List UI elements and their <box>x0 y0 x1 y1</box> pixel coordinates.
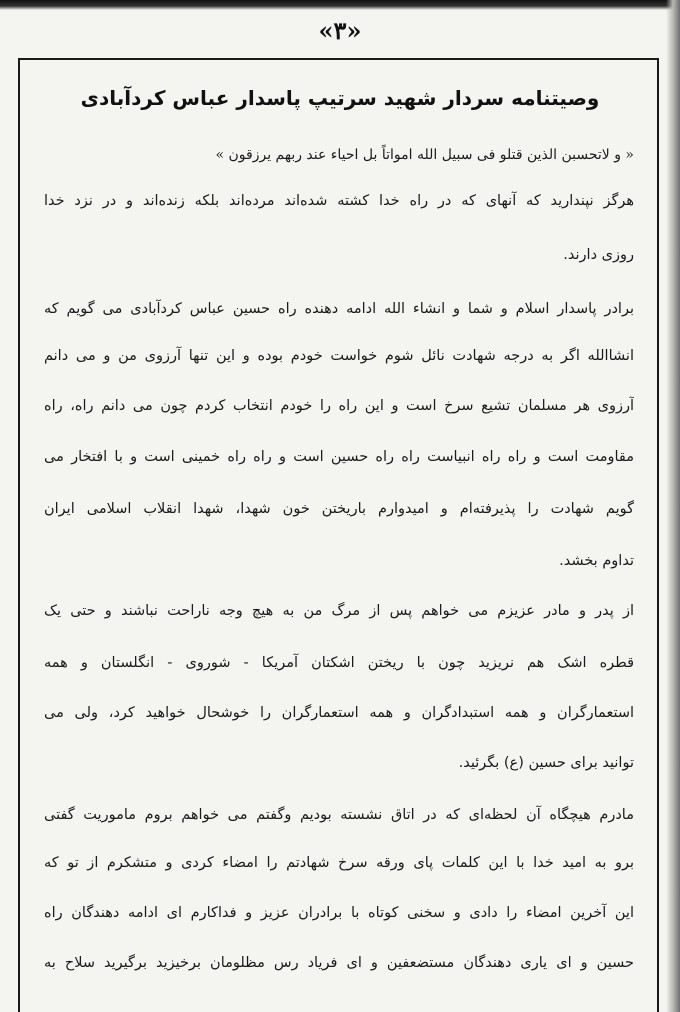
text-line: مادرم هیچگاه آن لحظه‌ای که در اتاق نشسته بودیم وگفتم می خواهم بروم ماموریت گفتی <box>44 807 634 823</box>
text-line: روزی دارند. <box>563 247 634 263</box>
page-title: وصیتنامه سردار شهید سرتیپ پاسدار عباس کردآبادی <box>80 86 600 110</box>
quran-verse: « و لاتحسبن الذین قتلو فی سبیل الله امواتاً بل احیاء عند ربهم یرزقون » <box>215 147 634 163</box>
text-line: این آخرین امضاء را دادی و سخنی کوتاه با برادران عزیز و فداکارم ای ادامه دهندگان راه <box>44 905 634 921</box>
page-number: «۳» <box>318 16 362 45</box>
text-line: از پدر و مادر عزیزم می خواهم پس از مرگ من به هیچ وجه ناراحت نباشند و حتی یک <box>44 603 634 619</box>
text-line: گویم شهادت را پذیرفته‌ام و امیدوارم باریختن خون شهدا، شهدا انقلاب اسلامی ایران <box>44 501 634 517</box>
text-line: استعمارگران و همه استبدادگران و همه استعمارگران را خوشحال خواهید کرد، ولی می <box>44 705 634 721</box>
scan-right-edge <box>666 0 680 1012</box>
text-line: آرزوی هر مسلمان تشیع سرخ است و این راه را خودم انتخاب کردم چون می دانم راه، راه <box>44 398 634 414</box>
text-line: هرگز نپندارید که آنهای که در راه خدا کشته شده‌اند مرده‌اند بلکه زنده‌اند و در نزد خدا <box>44 193 634 209</box>
text-line: برو به امید خدا با این کلمات پای ورقه سرخ شهادتم را امضاء کردی و متشکرم از تو که <box>44 855 634 871</box>
text-line: انشاالله اگر به درجه شهادت نائل شوم خواست خودم بوده و این تنها آرزوی من و می دانم <box>44 348 634 364</box>
text-line: تداوم بخشد. <box>559 553 634 569</box>
text-line: برادر پاسدار اسلام و شما و انشاء الله ادامه دهنده راه حسین عباس کردآبادی می گویم که <box>44 301 634 317</box>
text-line: قطره اشک هم نریزید چون با ریختن اشکتان آمریکا - شوروی - انگلستان و همه <box>44 655 634 671</box>
scan-top-edge <box>0 0 680 10</box>
text-line: توانید برای حسین (ع) بگرئید. <box>458 755 634 771</box>
text-line: حسین و ای یاری دهندگان مستضعفین و ای فریاد رس مظلومان برخیزید برگیرید سلاح به <box>44 955 634 971</box>
text-line: مقاومت است و راه راه انبیاست راه راه حسین است و راه راه خمینی است و با افتخار می <box>44 449 634 465</box>
